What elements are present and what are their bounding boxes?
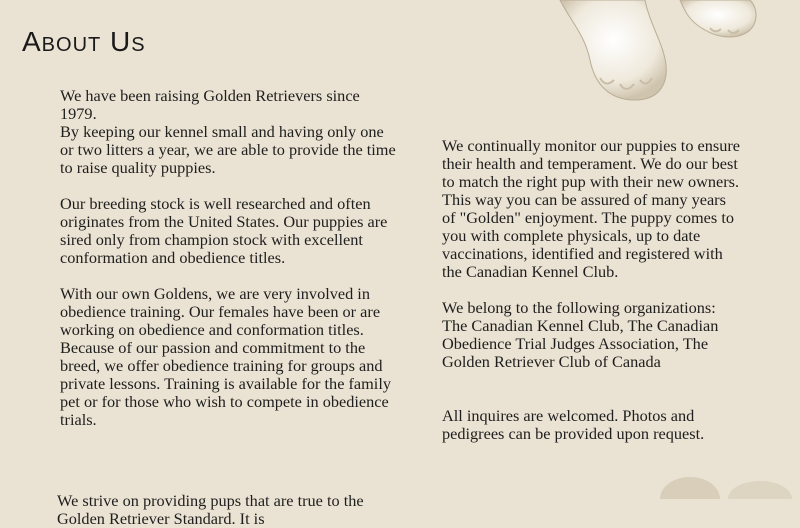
right-column <box>442 137 742 443</box>
kennel-paragraph: By keeping our kennel small and having only one or two litters a year, we are able to provide the time to raise quality puppies. <box>60 122 396 177</box>
obedience-paragraph: With our own Goldens, we are very involved in obedience training. Our females have been or are working on obedience and conformation titles. Because of our passion and commitment to the breed, we offer obedience training for groups and private lessons. Training is available for the family pet or for those who wish to compete in obedience trials. <box>60 284 391 429</box>
organizations-paragraph: We belong to the following organizations: The Canadian Kennel Club, The Canadian Obedience Trial Judges Association, The Golden Retriever Club of Canada <box>442 298 719 371</box>
inquiries-paragraph: All inquires are welcomed. Photos and pedigrees can be provided upon request. <box>442 406 705 443</box>
standard-paragraph: We strive on providing pups that are true to the Golden Retriever Standard. It is <box>57 491 364 528</box>
breeding-paragraph: Our breeding stock is well researched and often originates from the United States. Our puppies are sired only from champion stock with excellent conformation and obedience titles. <box>60 194 388 267</box>
page-title: About Us <box>22 26 146 57</box>
left-column <box>60 87 400 429</box>
dog-paw-shadow <box>650 469 800 499</box>
intro-paragraph: We have been raising Golden Retrievers since 1979. <box>60 86 360 123</box>
health-paragraph: We continually monitor our puppies to ensure their health and temperament. We do our best to match the right pup with their new owners. This way you can be assured of many years of "Golden" enjoyment. The puppy comes to you with complete physicals, up to date vaccinations, identified and registered with the Canadian Kennel Club. <box>442 136 741 281</box>
dog-paws-image <box>540 0 800 110</box>
